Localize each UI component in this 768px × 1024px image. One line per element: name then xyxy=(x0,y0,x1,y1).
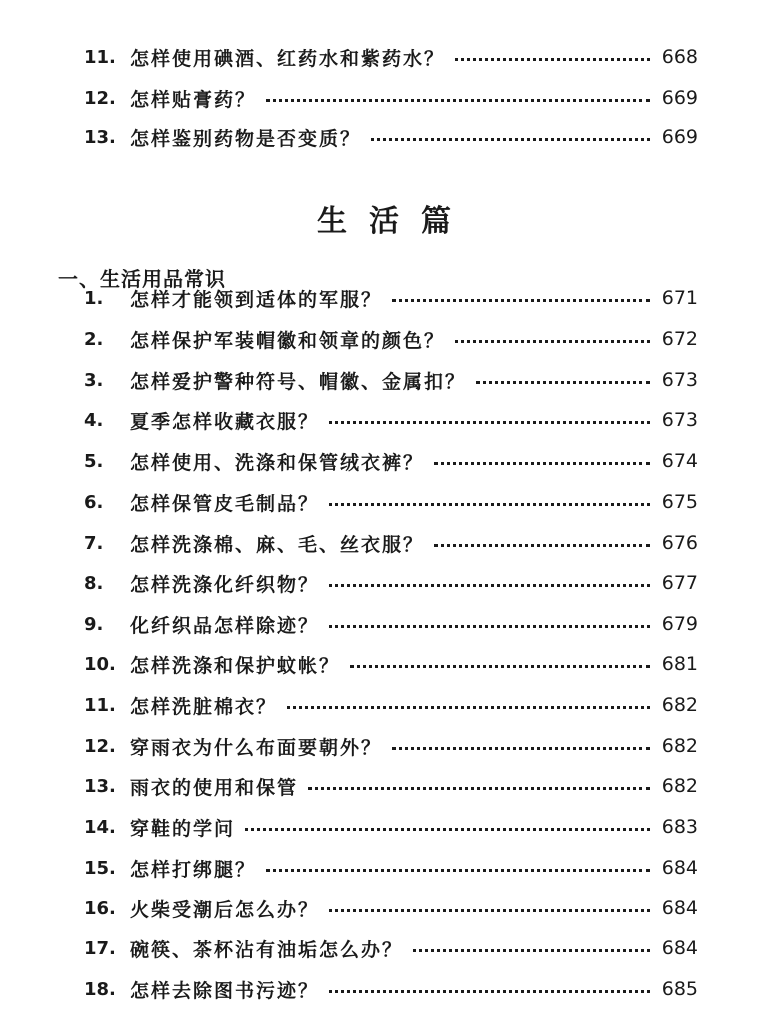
dot-leader xyxy=(350,665,650,668)
entry-title: 怎样去除图书污迹？ xyxy=(130,979,320,1002)
entry-number: 9. xyxy=(84,613,104,635)
entry-title: 怎样洗涤和保护蚊帐？ xyxy=(130,654,341,677)
entry-number: 16. xyxy=(84,897,116,919)
entry-number: 12. xyxy=(84,87,116,109)
dot-leader xyxy=(308,787,650,790)
toc-entry xyxy=(84,444,698,478)
dot-leader xyxy=(455,58,650,61)
entry-page-number: 681 xyxy=(661,653,698,675)
entry-number: 6. xyxy=(84,491,104,513)
entry-number: 14. xyxy=(84,816,116,838)
entry-title: 怎样鉴别药物是否变质？ xyxy=(130,127,362,150)
dot-leader xyxy=(329,584,650,587)
entry-number: 8. xyxy=(84,572,104,594)
toc-entry xyxy=(84,281,698,315)
toc-entry xyxy=(84,363,698,397)
entry-page-number: 684 xyxy=(661,897,698,919)
dot-leader xyxy=(266,99,650,102)
entry-page-number: 674 xyxy=(661,450,698,472)
entry-page-number: 685 xyxy=(661,978,698,1000)
entry-title: 雨衣的使用和保管 xyxy=(130,776,299,799)
entry-page-number: 673 xyxy=(661,409,698,431)
section-heading: 一、生活用品常识 xyxy=(58,266,226,291)
toc-entry xyxy=(84,322,698,356)
entry-title: 怎样使用碘酒、红药水和紫药水？ xyxy=(130,47,446,70)
dot-leader xyxy=(329,990,650,993)
entry-number: 15. xyxy=(84,857,116,879)
entry-title: 怎样保护军装帽徽和领章的颜色？ xyxy=(130,329,446,352)
dot-leader xyxy=(287,706,650,709)
dot-leader xyxy=(371,138,650,141)
dot-leader xyxy=(476,381,650,384)
entry-page-number: 684 xyxy=(661,857,698,879)
entry-title: 化纤织品怎样除迹？ xyxy=(130,614,320,637)
toc-entry xyxy=(84,40,698,74)
entry-page-number: 684 xyxy=(661,937,698,959)
entry-number: 7. xyxy=(84,532,104,554)
toc-entry xyxy=(84,566,698,600)
entry-number: 4. xyxy=(84,409,104,431)
entry-number: 2. xyxy=(84,328,104,350)
entry-title: 夏季怎样收藏衣服？ xyxy=(130,410,320,433)
toc-entry xyxy=(84,688,698,722)
toc-entry xyxy=(84,81,698,115)
dot-leader xyxy=(245,828,650,831)
entry-page-number: 668 xyxy=(661,46,698,68)
entry-number: 3. xyxy=(84,369,104,391)
entry-page-number: 682 xyxy=(661,735,698,757)
entry-title: 穿雨衣为什么布面要朝外？ xyxy=(130,736,383,759)
entry-title: 穿鞋的学问 xyxy=(130,817,236,840)
dot-leader xyxy=(329,625,650,628)
entry-number: 12. xyxy=(84,735,116,757)
entry-title: 火柴受潮后怎么办？ xyxy=(130,898,320,921)
dot-leader xyxy=(434,462,650,465)
entry-number: 5. xyxy=(84,450,104,472)
entry-title: 怎样洗涤化纤织物？ xyxy=(130,573,320,596)
entry-page-number: 683 xyxy=(661,816,698,838)
dot-leader xyxy=(455,340,650,343)
toc-entry xyxy=(84,120,698,154)
entry-title: 怎样洗涤棉、麻、毛、丝衣服？ xyxy=(130,533,425,556)
entry-number: 11. xyxy=(84,46,116,68)
entry-number: 11. xyxy=(84,694,116,716)
dot-leader xyxy=(329,909,650,912)
entry-page-number: 679 xyxy=(661,613,698,635)
entry-title: 怎样保管皮毛制品？ xyxy=(130,492,320,515)
dot-leader xyxy=(266,869,650,872)
dot-leader xyxy=(413,949,650,952)
part-title: 生活篇 xyxy=(317,204,473,240)
entry-number: 1. xyxy=(84,287,104,309)
entry-title: 怎样贴膏药？ xyxy=(130,88,257,111)
toc-entry xyxy=(84,851,698,885)
entry-number: 13. xyxy=(84,126,116,148)
toc-entry xyxy=(84,485,698,519)
toc-entry xyxy=(84,403,698,437)
toc-entry xyxy=(84,769,698,803)
entry-page-number: 682 xyxy=(661,775,698,797)
toc-entry xyxy=(84,931,698,965)
dot-leader xyxy=(392,747,650,750)
entry-number: 10. xyxy=(84,653,116,675)
entry-page-number: 669 xyxy=(661,126,698,148)
entry-page-number: 676 xyxy=(661,532,698,554)
entry-page-number: 673 xyxy=(661,369,698,391)
entry-number: 13. xyxy=(84,775,116,797)
dot-leader xyxy=(434,544,650,547)
entry-page-number: 669 xyxy=(661,87,698,109)
toc-entry xyxy=(84,972,698,1006)
entry-title: 碗筷、茶杯沾有油垢怎么办？ xyxy=(130,938,404,961)
toc-entry xyxy=(84,810,698,844)
toc-entry xyxy=(84,729,698,763)
entry-page-number: 682 xyxy=(661,694,698,716)
entry-title: 怎样使用、洗涤和保管绒衣裤？ xyxy=(130,451,425,474)
entry-page-number: 675 xyxy=(661,491,698,513)
dot-leader xyxy=(392,299,650,302)
entry-title: 怎样才能领到适体的军服？ xyxy=(130,288,383,311)
entry-page-number: 677 xyxy=(661,572,698,594)
entry-number: 17. xyxy=(84,937,116,959)
entry-page-number: 672 xyxy=(661,328,698,350)
entry-title: 怎样爱护警种符号、帽徽、金属扣？ xyxy=(130,370,467,393)
toc-entry xyxy=(84,891,698,925)
entry-number: 18. xyxy=(84,978,116,1000)
entry-title: 怎样洗脏棉衣？ xyxy=(130,695,278,718)
dot-leader xyxy=(329,503,650,506)
toc-entry xyxy=(84,607,698,641)
dot-leader xyxy=(329,421,650,424)
entry-page-number: 671 xyxy=(661,287,698,309)
toc-entry xyxy=(84,526,698,560)
toc-entry xyxy=(84,647,698,681)
entry-title: 怎样打绑腿？ xyxy=(130,858,257,881)
